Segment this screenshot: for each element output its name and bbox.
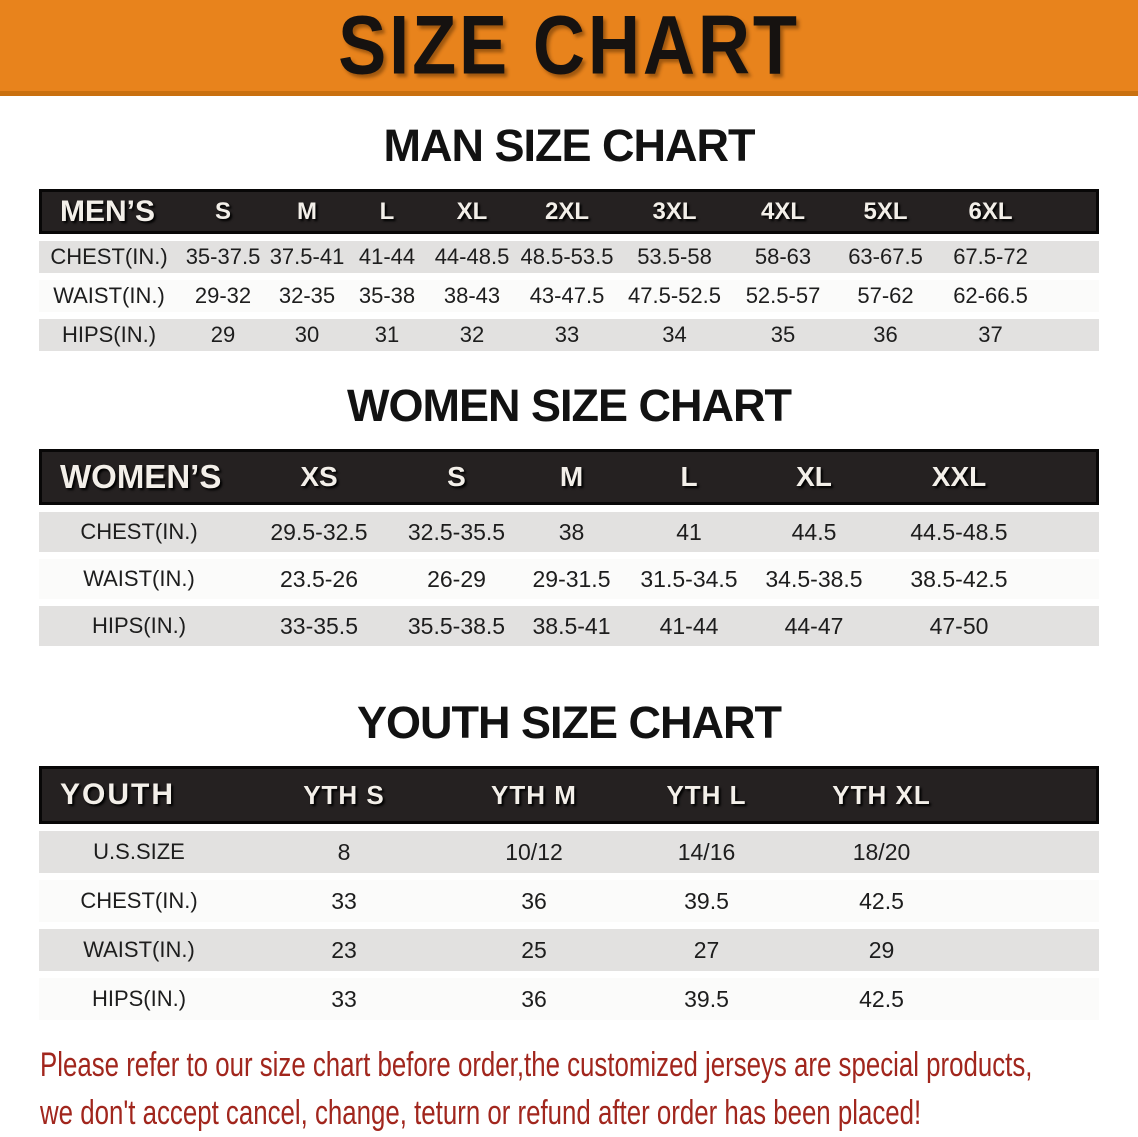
youth-chest-value: 39.5: [619, 880, 794, 922]
men-waist-value: 52.5-57: [732, 280, 834, 312]
men-hips-value: 37: [937, 319, 1044, 351]
men-header-filler: [1044, 189, 1099, 234]
youth-chest-value: 42.5: [794, 880, 969, 922]
women-chest-value: 44.5-48.5: [879, 512, 1039, 552]
youth-chest-value: 33: [239, 880, 449, 922]
row-label: U.S.SIZE: [39, 831, 239, 873]
women-size-header: XXL: [879, 449, 1039, 505]
men-size-header: S: [179, 189, 267, 234]
men-size-header: XL: [427, 189, 517, 234]
youth-hips-value: 33: [239, 978, 449, 1020]
filler-cell: [1044, 319, 1099, 351]
youth-header-label: YOUTH: [39, 766, 239, 824]
men-size-header: 4XL: [732, 189, 834, 234]
men-header-row: [39, 189, 1099, 234]
filler-cell: [1044, 241, 1099, 273]
banner-title: SIZE CHART: [338, 0, 800, 93]
women-hips-value: 47-50: [879, 606, 1039, 646]
youth-ussize-value: 10/12: [449, 831, 619, 873]
men-size-header: 2XL: [517, 189, 617, 234]
men-hips-row: [39, 319, 1099, 351]
men-hips-value: 32: [427, 319, 517, 351]
youth-waist-row: [39, 929, 1099, 971]
youth-header-row: [39, 766, 1099, 824]
row-label: CHEST(IN.): [39, 512, 239, 552]
men-size-table: [39, 182, 1099, 358]
men-hips-value: 29: [179, 319, 267, 351]
row-label: HIPS(IN.): [39, 319, 179, 351]
men-section-heading: MAN SIZE CHART: [383, 120, 755, 171]
men-size-header: 5XL: [834, 189, 937, 234]
men-hips-value: 31: [347, 319, 427, 351]
men-size-header: L: [347, 189, 427, 234]
men-size-header: 6XL: [937, 189, 1044, 234]
men-header-label: MEN’S: [39, 189, 179, 234]
men-waist-value: 35-38: [347, 280, 427, 312]
men-chest-value: 53.5-58: [617, 241, 732, 273]
size-chart-banner: [0, 0, 1138, 96]
youth-size-header: YTH M: [449, 766, 619, 824]
filler-cell: [1039, 606, 1099, 646]
men-hips-value: 36: [834, 319, 937, 351]
row-label: HIPS(IN.): [39, 978, 239, 1020]
men-chest-value: 37.5-41: [267, 241, 347, 273]
youth-size-header: YTH XL: [794, 766, 969, 824]
women-chest-row: [39, 512, 1099, 552]
youth-section-heading: YOUTH SIZE CHART: [356, 697, 781, 748]
youth-chest-row: [39, 880, 1099, 922]
men-waist-value: 43-47.5: [517, 280, 617, 312]
men-waist-value: 47.5-52.5: [617, 280, 732, 312]
women-hips-value: 35.5-38.5: [399, 606, 514, 646]
men-waist-value: 32-35: [267, 280, 347, 312]
women-size-table: [39, 442, 1099, 653]
women-chest-value: 29.5-32.5: [239, 512, 399, 552]
women-section-heading: WOMEN SIZE CHART: [347, 380, 791, 431]
filler-cell: [1039, 512, 1099, 552]
women-size-header: S: [399, 449, 514, 505]
youth-hips-row: [39, 978, 1099, 1020]
women-chest-value: 32.5-35.5: [399, 512, 514, 552]
women-chest-value: 38: [514, 512, 629, 552]
youth-ussize-row: [39, 831, 1099, 873]
row-label: CHEST(IN.): [39, 241, 179, 273]
youth-waist-value: 27: [619, 929, 794, 971]
women-waist-value: 23.5-26: [239, 559, 399, 599]
men-waist-value: 38-43: [427, 280, 517, 312]
men-hips-value: 33: [517, 319, 617, 351]
youth-waist-value: 25: [449, 929, 619, 971]
men-waist-value: 29-32: [179, 280, 267, 312]
women-waist-value: 31.5-34.5: [629, 559, 749, 599]
men-hips-value: 35: [732, 319, 834, 351]
row-label: HIPS(IN.): [39, 606, 239, 646]
women-header-filler: [1039, 449, 1099, 505]
women-waist-row: [39, 559, 1099, 599]
disclaimer-line-2: we don't accept cancel, change, teturn or refund after order has been placed!: [40, 1094, 922, 1132]
youth-hips-value: 36: [449, 978, 619, 1020]
filler-cell: [1044, 280, 1099, 312]
women-size-header: XL: [749, 449, 879, 505]
men-waist-value: 62-66.5: [937, 280, 1044, 312]
women-chest-value: 41: [629, 512, 749, 552]
youth-chest-value: 36: [449, 880, 619, 922]
youth-size-header: YTH S: [239, 766, 449, 824]
disclaimer-line-1: Please refer to our size chart before order,the customized jerseys are special products,: [40, 1046, 1033, 1084]
row-label: WAIST(IN.): [39, 280, 179, 312]
women-hips-row: [39, 606, 1099, 646]
youth-header-filler: [969, 766, 1099, 824]
women-chest-value: 44.5: [749, 512, 879, 552]
youth-ussize-value: 18/20: [794, 831, 969, 873]
women-hips-value: 33-35.5: [239, 606, 399, 646]
men-chest-value: 48.5-53.5: [517, 241, 617, 273]
men-chest-value: 67.5-72: [937, 241, 1044, 273]
women-size-header: XS: [239, 449, 399, 505]
men-chest-value: 41-44: [347, 241, 427, 273]
youth-hips-value: 39.5: [619, 978, 794, 1020]
women-size-header: M: [514, 449, 629, 505]
men-size-header: 3XL: [617, 189, 732, 234]
women-header-label: WOMEN’S: [39, 449, 239, 505]
women-header-row: [39, 449, 1099, 505]
row-label: CHEST(IN.): [39, 880, 239, 922]
filler-cell: [969, 929, 1099, 971]
filler-cell: [1039, 559, 1099, 599]
women-waist-value: 29-31.5: [514, 559, 629, 599]
men-size-header: M: [267, 189, 347, 234]
women-hips-value: 44-47: [749, 606, 879, 646]
disclaimer: [40, 1041, 1138, 1137]
youth-hips-value: 42.5: [794, 978, 969, 1020]
row-label: WAIST(IN.): [39, 559, 239, 599]
men-chest-value: 35-37.5: [179, 241, 267, 273]
youth-waist-value: 29: [794, 929, 969, 971]
filler-cell: [969, 978, 1099, 1020]
men-hips-value: 30: [267, 319, 347, 351]
women-waist-value: 34.5-38.5: [749, 559, 879, 599]
youth-size-header: YTH L: [619, 766, 794, 824]
women-size-header: L: [629, 449, 749, 505]
men-chest-value: 58-63: [732, 241, 834, 273]
men-chest-value: 63-67.5: [834, 241, 937, 273]
men-chest-row: [39, 241, 1099, 273]
women-waist-value: 26-29: [399, 559, 514, 599]
men-hips-value: 34: [617, 319, 732, 351]
filler-cell: [969, 831, 1099, 873]
youth-size-table: [39, 759, 1099, 1027]
row-label: WAIST(IN.): [39, 929, 239, 971]
women-hips-value: 41-44: [629, 606, 749, 646]
youth-waist-value: 23: [239, 929, 449, 971]
men-chest-value: 44-48.5: [427, 241, 517, 273]
youth-ussize-value: 14/16: [619, 831, 794, 873]
men-waist-row: [39, 280, 1099, 312]
filler-cell: [969, 880, 1099, 922]
men-waist-value: 57-62: [834, 280, 937, 312]
women-hips-value: 38.5-41: [514, 606, 629, 646]
women-waist-value: 38.5-42.5: [879, 559, 1039, 599]
youth-ussize-value: 8: [239, 831, 449, 873]
